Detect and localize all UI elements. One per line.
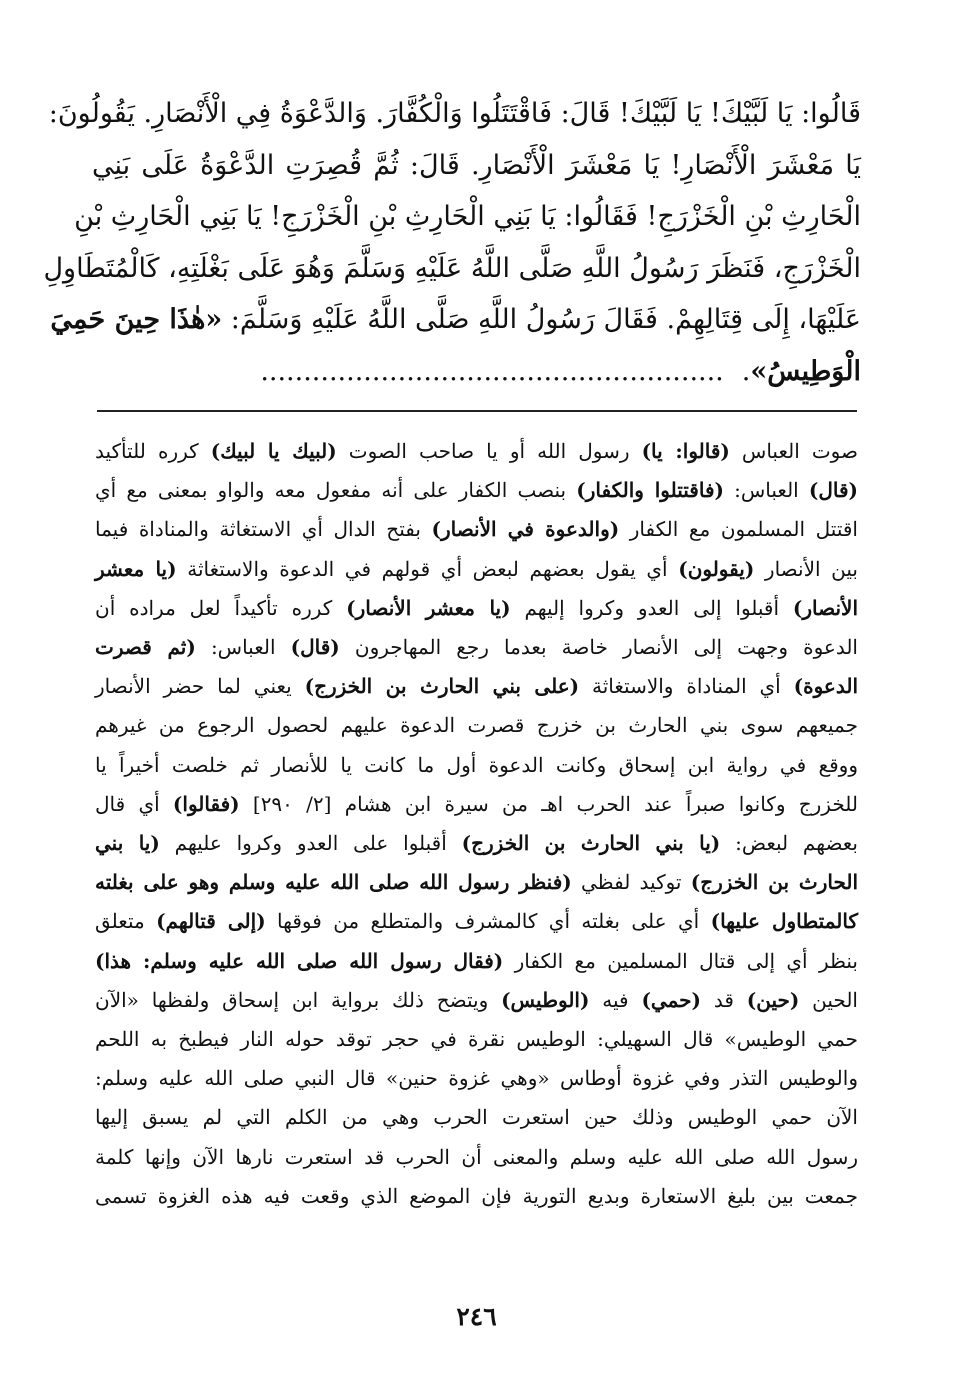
commentary-segment: والوطيس التذر وفي غزوة أوطاس «وهي غزوة حنين» قال النبي صلى الله عليه وسلم: [95, 1066, 858, 1091]
quoted-phrase: (الوطيس) [501, 987, 590, 1012]
commentary-line [95, 706, 858, 745]
commentary-line [95, 1059, 858, 1098]
commentary-line [95, 1138, 858, 1177]
commentary-segment: كرره للتأكيد [95, 439, 211, 463]
commentary-segment: أي يقول بعضهم لبعض أي قولهم في الدعوة والاستغاثة [176, 556, 679, 581]
quoted-phrase: (على بني الحارث بن الخزرج) [304, 674, 580, 699]
commentary-segment: للخزرج وكانوا صبراً عند الحرب اهـ من سيرة ابن هشام [٢/ ٢٩٠] [239, 791, 858, 816]
commentary-line [95, 863, 858, 902]
commentary-segment: بين الأنصار [754, 556, 858, 581]
commentary-segment: العباس: [723, 478, 809, 503]
hadith-segment: عَلَيْهَا، إِلَى قِتَالِهِمْ. فَقَالَ رَسُولُ اللَّهِ صَلَّى اللَّهُ عَلَيْهِ وَسَلَّمَ: [222, 304, 861, 335]
hadith-quote: الْوَطِيسُ» [750, 355, 861, 387]
commentary-segment: حمي الوطيس» قال السهيلي: الوطيس نقرة في حجر توقد حوله النار فيطبخ به اللحم [95, 1027, 858, 1052]
quoted-phrase: (لبيك يا لبيك) [210, 439, 337, 463]
commentary-segment: بعضهم لبعض: [720, 831, 859, 856]
commentary-segment: صوت العباس [729, 439, 858, 463]
commentary-segment: الدعوة وجهت إلى الأنصار خاصة بعدما رجع المهاجرون [339, 635, 858, 660]
commentary-line [95, 1020, 858, 1059]
commentary-segment: ووقع في رواية ابن إسحاق وكانت الدعوة أول ما كانت يا للأنصار ثم خلصت أخيراً يا [95, 752, 858, 777]
quoted-phrase: الأنصار) [792, 595, 859, 620]
commentary-line [95, 981, 858, 1020]
quoted-phrase: (ثم قصرت [95, 635, 196, 660]
commentary-segment: متعلق [95, 909, 157, 934]
commentary-segment: الحين [799, 987, 858, 1012]
commentary-line [95, 902, 858, 941]
commentary-segment: بنظر أي إلى قتال المسلمين مع الكفار [503, 948, 858, 973]
commentary-line [95, 824, 858, 863]
dotted-leader: ...................................................... [260, 355, 724, 387]
commentary-line [95, 471, 858, 510]
commentary-text [95, 432, 858, 1216]
quoted-phrase: (والدعوة في الأنصار) [431, 517, 620, 542]
hadith-segment: . [741, 355, 751, 387]
commentary-line [95, 746, 858, 785]
quoted-phrase: (إلى قتالهم) [156, 909, 266, 934]
quoted-phrase: الحارث بن الخزرج) [690, 870, 858, 895]
commentary-line [95, 785, 858, 824]
commentary-line [95, 510, 858, 549]
commentary-segment: بنصب الكفار على أنه مفعول معه والواو بمعنى مع أي [95, 478, 577, 503]
commentary-segment: أي على بغلته أي كالمشرف والمتطلع من فوقها [265, 909, 711, 934]
commentary-line [95, 667, 858, 706]
quoted-phrase: (يا بني [95, 831, 160, 856]
commentary-segment: فيه [589, 987, 642, 1012]
commentary-segment: توكيد لفظي [571, 870, 691, 895]
commentary-segment: جمعت بين بليغ الاستعارة وبديع التورية فإن الموضع الذي وقعت فيه هذه الغزوة تسمى [95, 1183, 858, 1208]
commentary-segment: أقبلوا إلى العدو وكروا إليهم [510, 595, 793, 620]
quoted-phrase: (فقالوا) [172, 791, 240, 816]
commentary-line [95, 589, 858, 628]
hadith-line: الْخَزْرَجِ، فَنَظَرَ رَسُولُ اللَّهِ صَلَّى اللَّهُ عَلَيْهِ وَسَلَّمَ وَهُوَ عَلَى بَغْلَتِهِ، كَالْمُتَطَاوِلِ [43, 252, 861, 284]
commentary-line [95, 550, 858, 589]
quoted-phrase: (فقال رسول الله صلى الله عليه وسلم: هذا) [95, 948, 504, 973]
commentary-segment: رسول الله أو يا صاحب الصوت [336, 439, 642, 463]
page-number: ٢٤٦ [456, 1302, 497, 1331]
commentary-segment: اقتتل المسلمون مع الكفار [619, 517, 858, 542]
commentary-segment: جميعهم سوى بني الحارث بن خزرج قصرت الدعوة عليهم لحصول الرجوع من غيرهم [95, 713, 858, 738]
commentary-line [95, 432, 858, 471]
commentary-segment: العباس: [195, 635, 291, 660]
hadith-line: يَا مَعْشَرَ الْأَنْصَارِ! يَا مَعْشَرَ الْأَنْصَارِ. قَالَ: ثُمَّ قُصِرَتِ الدَّعْوَةُ عَلَى بَنِي [92, 149, 861, 181]
quoted-phrase: (يقولون) [678, 556, 755, 581]
hadith-text [43, 88, 861, 397]
commentary-segment: بفتح الدال أي الاستغاثة والمناداة فيما [95, 517, 432, 542]
quoted-phrase: (حمي) [641, 987, 701, 1012]
quoted-phrase: (يا معشر [95, 556, 177, 581]
commentary-segment: ويتضح ذلك برواية ابن إسحاق ولفظها «الآن [95, 987, 502, 1012]
quoted-phrase: الدعوة) [793, 674, 858, 699]
commentary-line [95, 1098, 858, 1137]
quoted-phrase: (حين) [746, 987, 800, 1012]
commentary-segment: رسول الله صلى الله عليه وسلم والمعنى أن الحرب قد استعرت نارها الآن وإنها كلمة [95, 1144, 858, 1169]
hadith-line: الْحَارِثِ بْنِ الْخَزْرَجِ! فَقَالُوا: يَا بَنِي الْحَارِثِ بْنِ الْخَزْرَجِ! يَا بَنِي الْحَارِثِ بْنِ [74, 201, 861, 232]
quoted-phrase: (قال) [290, 635, 340, 660]
commentary-line [95, 628, 858, 667]
commentary-segment: قد [700, 987, 747, 1012]
hadith-line [92, 346, 861, 398]
quoted-phrase: (يا بني الحارث بن الخزرج) [461, 831, 721, 856]
commentary-segment: الآن حمي الوطيس وذلك حين استعرت الحرب وهي من الكلم التي لم يسبق إليها [95, 1105, 858, 1130]
commentary-segment: أقبلوا على العدو وكروا عليهم [159, 831, 462, 856]
hadith-line: قَالُوا: يَا لَبَّيْكَ! يَا لَبَّيْكَ! قَالَ: فَاقْتَتَلُوا وَالْكُفَّارَ. وَالدَّعْوَةُ فِي الْأَنْصَارِ. يَقُولُونَ: [48, 98, 861, 129]
commentary-segment: أي قال [95, 791, 173, 816]
commentary-segment: أي المناداة والاستغاثة [579, 674, 794, 699]
commentary-segment: يعني لما حضر الأنصار [95, 674, 305, 699]
quoted-phrase: (قال) [808, 478, 859, 503]
commentary-line [95, 1177, 858, 1216]
commentary-line [95, 942, 858, 981]
quoted-phrase: (فاقتتلوا والكفار) [576, 478, 724, 503]
commentary-segment: كرره تأكيداً لعل مراده أن [95, 595, 347, 620]
quoted-phrase: (فنظر رسول الله صلى الله عليه وسلم وهو على بغلته [95, 870, 572, 895]
hadith-line [50, 294, 861, 346]
separator-line [97, 410, 857, 412]
hadith-quote: «هٰذَا حِينَ حَمِيَ [50, 304, 223, 335]
quoted-phrase: كالمتطاول عليها) [710, 909, 858, 934]
quoted-phrase: (يا معشر الأنصار) [346, 595, 511, 620]
quoted-phrase: (قالوا: يا) [641, 439, 730, 463]
